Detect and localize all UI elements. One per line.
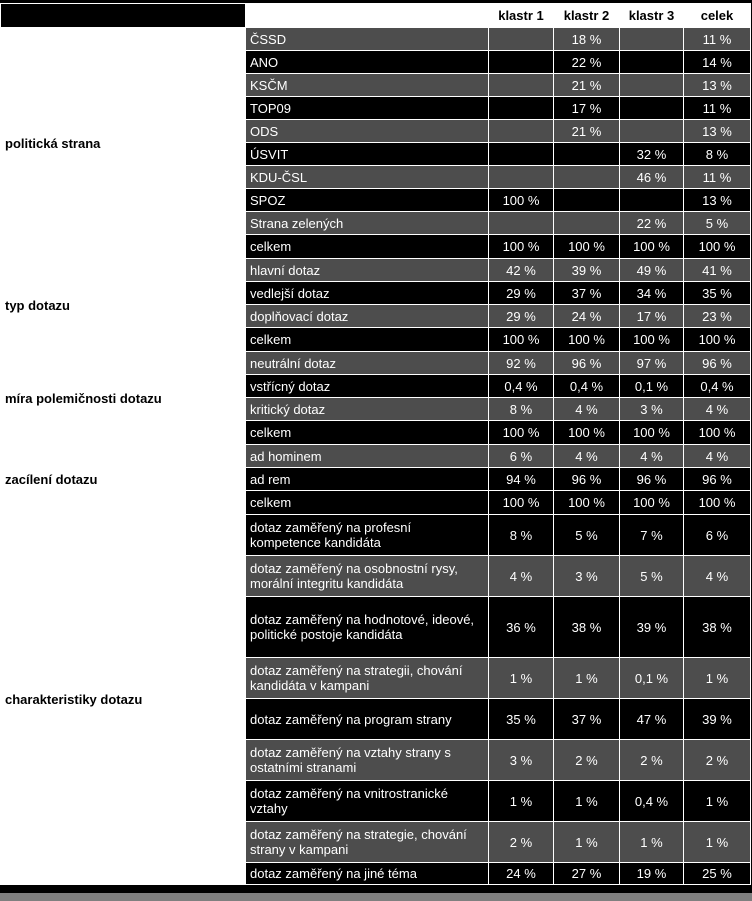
value-cell: 96 %	[620, 468, 684, 491]
value-cell: 21 %	[554, 74, 620, 97]
row-label: dotaz zaměřený na strategie, chování strany v kampani	[246, 822, 489, 863]
value-cell: 39 %	[554, 259, 620, 282]
row-label: ÚSVIT	[246, 143, 489, 166]
value-cell: 17 %	[554, 97, 620, 120]
header-klastr-1: klastr 1	[489, 4, 554, 28]
value-cell: 38 %	[554, 597, 620, 658]
table-row	[1, 352, 751, 375]
value-cell: 1 %	[684, 658, 751, 699]
header-klastr-3: klastr 3	[620, 4, 684, 28]
value-cell: 0,1 %	[620, 375, 684, 398]
value-cell: 39 %	[620, 597, 684, 658]
value-cell: 3 %	[489, 740, 554, 781]
row-label: celkem	[246, 235, 489, 259]
row-label: TOP09	[246, 97, 489, 120]
value-cell: 8 %	[489, 515, 554, 556]
value-cell	[554, 166, 620, 189]
row-label: dotaz zaměřený na vnitrostranické vztahy	[246, 781, 489, 822]
row-label: ad rem	[246, 468, 489, 491]
row-label: ODS	[246, 120, 489, 143]
value-cell: 100 %	[489, 328, 554, 352]
value-cell: 11 %	[684, 166, 751, 189]
value-cell	[489, 74, 554, 97]
row-label: celkem	[246, 491, 489, 515]
value-cell	[620, 51, 684, 74]
row-label: Strana zelených	[246, 212, 489, 235]
value-cell: 100 %	[620, 421, 684, 445]
value-cell	[620, 97, 684, 120]
value-cell: 37 %	[554, 699, 620, 740]
value-cell: 38 %	[684, 597, 751, 658]
value-cell: 24 %	[489, 863, 554, 885]
value-cell: 100 %	[489, 235, 554, 259]
value-cell: 1 %	[684, 822, 751, 863]
row-label: dotaz zaměřený na strategii, chování kandidáta v kampani	[246, 658, 489, 699]
value-cell: 4 %	[684, 445, 751, 468]
table-body	[1, 28, 751, 885]
value-cell: 96 %	[684, 468, 751, 491]
value-cell: 96 %	[554, 352, 620, 375]
value-cell: 14 %	[684, 51, 751, 74]
row-label: dotaz zaměřený na program strany	[246, 699, 489, 740]
value-cell: 1 %	[489, 658, 554, 699]
row-label: vstřícný dotaz	[246, 375, 489, 398]
value-cell: 100 %	[554, 235, 620, 259]
value-cell: 100 %	[620, 491, 684, 515]
value-cell: 47 %	[620, 699, 684, 740]
value-cell: 96 %	[684, 352, 751, 375]
value-cell: 22 %	[554, 51, 620, 74]
value-cell: 100 %	[684, 235, 751, 259]
category-label: typ dotazu	[1, 259, 246, 352]
value-cell: 1 %	[554, 822, 620, 863]
value-cell	[489, 120, 554, 143]
value-cell: 35 %	[489, 699, 554, 740]
value-cell: 4 %	[554, 398, 620, 421]
value-cell: 1 %	[620, 822, 684, 863]
row-label: celkem	[246, 328, 489, 352]
value-cell: 49 %	[620, 259, 684, 282]
value-cell: 100 %	[554, 328, 620, 352]
value-cell: 19 %	[620, 863, 684, 885]
value-cell: 41 %	[684, 259, 751, 282]
value-cell: 100 %	[684, 421, 751, 445]
row-label: doplňovací dotaz	[246, 305, 489, 328]
value-cell: 5 %	[684, 212, 751, 235]
value-cell: 2 %	[489, 822, 554, 863]
value-cell: 42 %	[489, 259, 554, 282]
value-cell: 0,4 %	[489, 375, 554, 398]
row-label: neutrální dotaz	[246, 352, 489, 375]
value-cell: 100 %	[489, 421, 554, 445]
value-cell: 4 %	[554, 445, 620, 468]
value-cell	[489, 28, 554, 51]
value-cell: 100 %	[489, 491, 554, 515]
row-label: ad hominem	[246, 445, 489, 468]
row-label: celkem	[246, 421, 489, 445]
bottom-divider	[0, 893, 752, 901]
category-label: politická strana	[1, 28, 246, 259]
value-cell: 23 %	[684, 305, 751, 328]
value-cell: 100 %	[620, 328, 684, 352]
value-cell: 36 %	[489, 597, 554, 658]
value-cell: 0,4 %	[554, 375, 620, 398]
value-cell: 21 %	[554, 120, 620, 143]
value-cell: 6 %	[684, 515, 751, 556]
row-label: dotaz zaměřený na osobnostní rysy, morální integritu kandidáta	[246, 556, 489, 597]
value-cell: 4 %	[684, 398, 751, 421]
row-label: dotaz zaměřený na hodnotové, ideové, politické postoje kandidáta	[246, 597, 489, 658]
header-label-empty	[246, 4, 489, 28]
value-cell: 3 %	[554, 556, 620, 597]
value-cell: 1 %	[554, 658, 620, 699]
value-cell: 8 %	[489, 398, 554, 421]
value-cell: 5 %	[554, 515, 620, 556]
value-cell: 22 %	[620, 212, 684, 235]
value-cell: 96 %	[554, 468, 620, 491]
value-cell	[489, 143, 554, 166]
row-label: KSČM	[246, 74, 489, 97]
value-cell: 100 %	[489, 189, 554, 212]
value-cell	[489, 166, 554, 189]
value-cell: 94 %	[489, 468, 554, 491]
value-cell: 2 %	[620, 740, 684, 781]
category-label: zacílení dotazu	[1, 445, 246, 515]
value-cell: 11 %	[684, 28, 751, 51]
value-cell: 1 %	[489, 781, 554, 822]
row-label: KDU-ČSL	[246, 166, 489, 189]
value-cell: 8 %	[684, 143, 751, 166]
row-label: hlavní dotaz	[246, 259, 489, 282]
value-cell: 100 %	[684, 491, 751, 515]
value-cell: 92 %	[489, 352, 554, 375]
value-cell: 100 %	[684, 328, 751, 352]
value-cell: 13 %	[684, 189, 751, 212]
value-cell: 34 %	[620, 282, 684, 305]
table-row	[1, 259, 751, 282]
value-cell: 100 %	[554, 491, 620, 515]
value-cell: 39 %	[684, 699, 751, 740]
value-cell	[620, 120, 684, 143]
header-klastr-2: klastr 2	[554, 4, 620, 28]
value-cell: 24 %	[554, 305, 620, 328]
value-cell: 1 %	[684, 781, 751, 822]
value-cell: 25 %	[684, 863, 751, 885]
category-label: charakteristiky dotazu	[1, 515, 246, 885]
value-cell: 5 %	[620, 556, 684, 597]
row-label: ČSSD	[246, 28, 489, 51]
value-cell: 4 %	[684, 556, 751, 597]
header-celek: celek	[684, 4, 751, 28]
value-cell: 0,1 %	[620, 658, 684, 699]
table-row	[1, 515, 751, 556]
value-cell	[620, 28, 684, 51]
value-cell: 27 %	[554, 863, 620, 885]
row-label: ANO	[246, 51, 489, 74]
table-row	[1, 28, 751, 51]
value-cell: 4 %	[620, 445, 684, 468]
header-corner-empty	[1, 4, 246, 28]
value-cell: 46 %	[620, 166, 684, 189]
value-cell: 3 %	[620, 398, 684, 421]
value-cell: 37 %	[554, 282, 620, 305]
value-cell	[554, 143, 620, 166]
row-label: kritický dotaz	[246, 398, 489, 421]
row-label: vedlejší dotaz	[246, 282, 489, 305]
value-cell: 7 %	[620, 515, 684, 556]
row-label: SPOZ	[246, 189, 489, 212]
row-label: dotaz zaměřený na vztahy strany s ostatními stranami	[246, 740, 489, 781]
header-row	[1, 4, 751, 28]
value-cell: 100 %	[554, 421, 620, 445]
value-cell: 0,4 %	[684, 375, 751, 398]
value-cell: 11 %	[684, 97, 751, 120]
value-cell: 2 %	[554, 740, 620, 781]
value-cell: 13 %	[684, 74, 751, 97]
value-cell: 6 %	[489, 445, 554, 468]
value-cell: 29 %	[489, 282, 554, 305]
value-cell: 17 %	[620, 305, 684, 328]
row-label: dotaz zaměřený na profesní kompetence kandidáta	[246, 515, 489, 556]
value-cell: 32 %	[620, 143, 684, 166]
value-cell	[620, 74, 684, 97]
value-cell	[489, 97, 554, 120]
value-cell: 1 %	[554, 781, 620, 822]
value-cell: 29 %	[489, 305, 554, 328]
value-cell: 97 %	[620, 352, 684, 375]
results-table	[0, 3, 751, 885]
value-cell: 13 %	[684, 120, 751, 143]
value-cell	[554, 189, 620, 212]
value-cell: 35 %	[684, 282, 751, 305]
value-cell: 0,4 %	[620, 781, 684, 822]
category-label: míra polemičnosti dotazu	[1, 352, 246, 445]
value-cell	[489, 212, 554, 235]
value-cell	[620, 189, 684, 212]
value-cell	[554, 212, 620, 235]
value-cell	[489, 51, 554, 74]
value-cell: 2 %	[684, 740, 751, 781]
value-cell: 18 %	[554, 28, 620, 51]
table-row	[1, 445, 751, 468]
value-cell: 100 %	[620, 235, 684, 259]
value-cell: 4 %	[489, 556, 554, 597]
row-label: dotaz zaměřený na jiné téma	[246, 863, 489, 885]
